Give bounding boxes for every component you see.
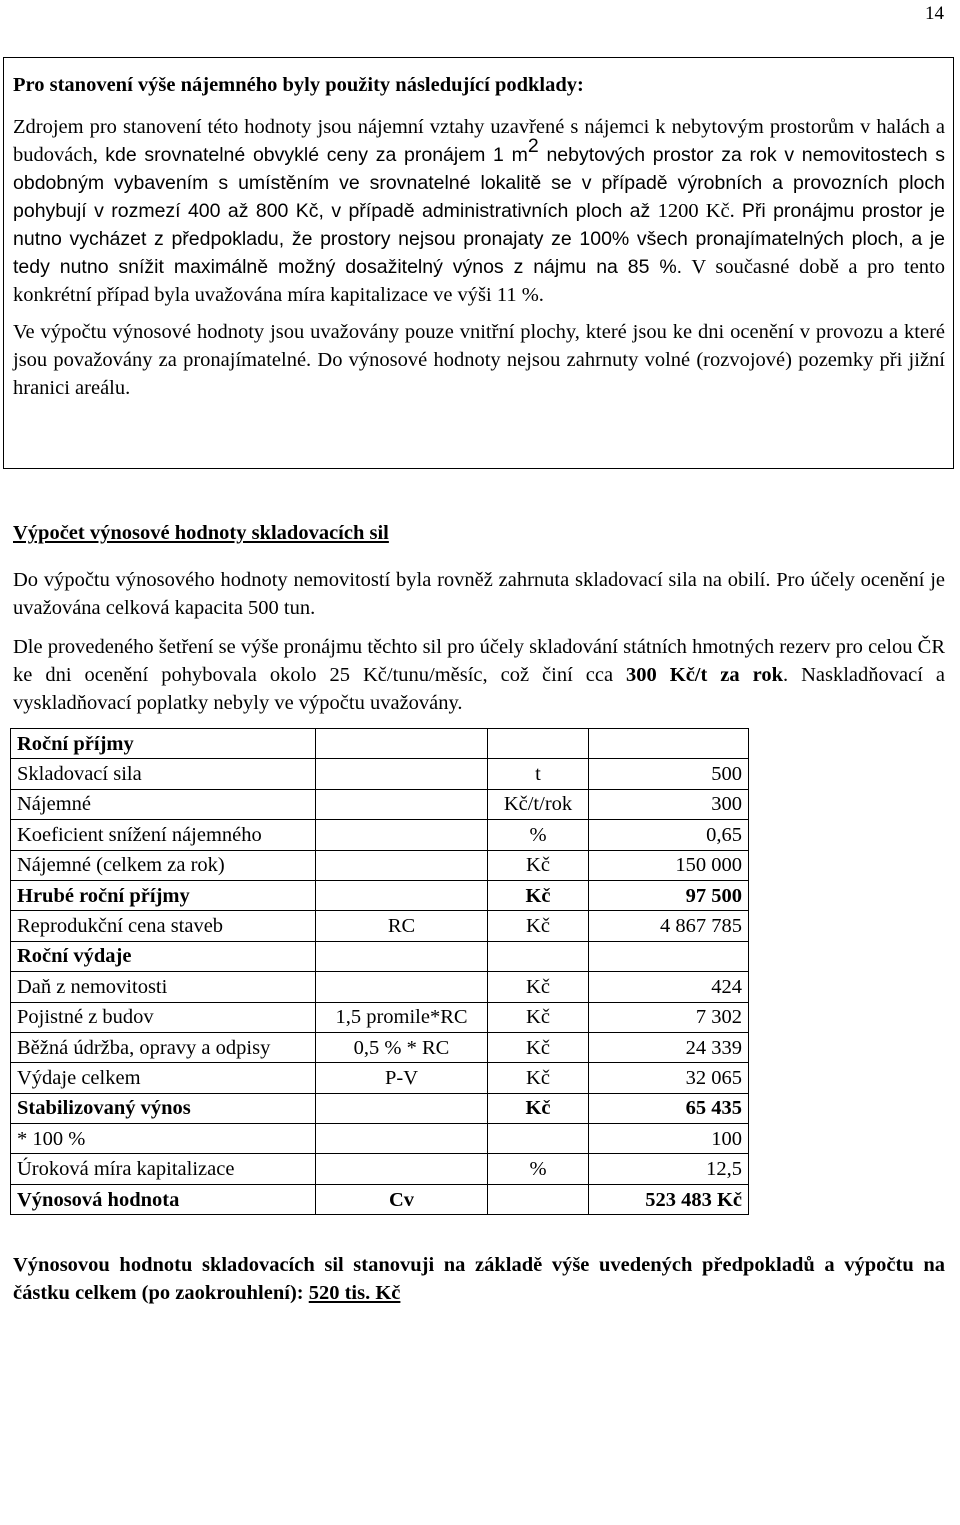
row-unit [488, 1184, 589, 1214]
row-unit [488, 941, 589, 971]
row-unit: Kč [488, 1002, 589, 1032]
conclusion-section [13, 1251, 945, 1307]
row-basis [316, 880, 488, 910]
yield-calculation-table [10, 728, 749, 1215]
assumptions-heading: Pro stanovení výše nájemného byly použity následující podklady: [13, 74, 584, 96]
para1-text-c: nebytových prostor za rok v nemovitostech s obdobným vybavením s umístěním ve srovnatelné lokalitě se v případě výrobních a provozních ploch pohybují v rozmezí 400 až 800 Kč, v případě administrativních ploch až [13, 144, 946, 222]
row-value: 500 [589, 759, 749, 789]
silos-rent-per-ton: 300 Kč/t za rok [626, 664, 783, 686]
row-label: Koeficient snížení nájemného [11, 820, 316, 850]
silos-para2-text-b: . Naskladňovací a vyskladňovací poplatky nebyly ve výpočtu uvažovány. [13, 664, 945, 714]
table-row [11, 1063, 749, 1093]
row-value: 100 [589, 1124, 749, 1154]
row-label: Daň z nemovitosti [11, 972, 316, 1002]
row-label: Nájemné (celkem za rok) [11, 850, 316, 880]
row-value: 97 500 [589, 880, 749, 910]
table-row [11, 911, 749, 941]
row-value: 65 435 [589, 1093, 749, 1123]
row-label: * 100 % [11, 1124, 316, 1154]
row-value: 7 302 [589, 1002, 749, 1032]
table-row [11, 1032, 749, 1062]
row-label: Reprodukční cena staveb [11, 911, 316, 941]
conclusion-statement: Výnosovou hodnotu skladovacích sil stanovuji na základě výše uvedených předpokladů a výpočtu na částku celkem (po zaokrouhlení): [13, 1254, 945, 1304]
table-row [11, 941, 749, 971]
row-value: 300 [589, 789, 749, 819]
row-label: Stabilizovaný výnos [11, 1093, 316, 1123]
para1-text-b: kde srovnatelné obvyklé ceny za pronájem 1 m [105, 144, 528, 166]
row-label: Hrubé roční příjmy [11, 880, 316, 910]
table-row [11, 729, 749, 759]
para1-text-e: Při pronájmu prostor je nutno vycházet z předpokladu, že prostory nejsou pronajaty ze 100% všech pronajímatelných ploch, a je tedy nutno snížit maximálně možný dosažitelný výnos z nájmu na 85 %. [13, 200, 946, 278]
table-row [11, 1184, 749, 1214]
row-unit [488, 729, 589, 759]
row-value: 150 000 [589, 850, 749, 880]
table-row [11, 1124, 749, 1154]
page-number: 14 [925, 3, 944, 24]
row-basis: P-V [316, 1063, 488, 1093]
row-value: 4 867 785 [589, 911, 749, 941]
silos-paragraph-1: Do výpočtu výnosového hodnoty nemovitostí byla rovněž zahrnuta skladovací sila na obilí. Pro účely ocenění je uvažována celková kapacita 500 tun. [13, 569, 945, 619]
table-row [11, 972, 749, 1002]
row-basis: 0,5 % * RC [316, 1032, 488, 1062]
row-unit: Kč/t/rok [488, 789, 589, 819]
assumptions-paragraph-2: Ve výpočtu výnosové hodnoty jsou uvažovány pouze vnitřní plochy, které jsou ke dni ocenění v provozu a které jsou považovány za pronajímatelné. Do výnosové hodnoty nejsou zahrnuty volné (rozvojové) pozemky při jižní hranici areálu. [13, 321, 945, 399]
row-label: Běžná údržba, opravy a odpisy [11, 1032, 316, 1062]
row-basis: Cv [316, 1184, 488, 1214]
row-basis [316, 1154, 488, 1184]
row-label: Roční výdaje [11, 941, 316, 971]
row-unit: % [488, 1154, 589, 1184]
row-value: 424 [589, 972, 749, 1002]
conclusion-text [13, 1251, 945, 1307]
row-label: Nájemné [11, 789, 316, 819]
silos-heading: Výpočet výnosové hodnoty skladovacích sil [13, 522, 389, 544]
row-unit: Kč [488, 880, 589, 910]
row-label: Skladovací sila [11, 759, 316, 789]
assumptions-section [13, 71, 945, 402]
silos-paragraph-2 [13, 633, 945, 717]
row-unit: Kč [488, 1093, 589, 1123]
assumptions-paragraph-1 [13, 113, 945, 309]
row-label: Roční příjmy [11, 729, 316, 759]
row-unit: Kč [488, 1063, 589, 1093]
para1-text-f: V současné době a pro tento konkrétní případ byla uvažována míra kapitalizace ve výši 11 %. [13, 256, 945, 306]
table-row [11, 820, 749, 850]
table-row [11, 850, 749, 880]
row-value: 0,65 [589, 820, 749, 850]
row-unit: Kč [488, 1032, 589, 1062]
row-unit [488, 1124, 589, 1154]
row-unit: t [488, 759, 589, 789]
para1-text-a: Zdrojem pro stanovení této hodnoty jsou nájemní vztahy uzavřené s nájemci k nebytovým prostorům v halách a budovách, [13, 116, 945, 166]
row-basis [316, 1124, 488, 1154]
table-row [11, 789, 749, 819]
row-label: Výdaje celkem [11, 1063, 316, 1093]
table-row [11, 1002, 749, 1032]
row-value: 523 483 Kč [589, 1184, 749, 1214]
para1-text-d: 1200 Kč. [657, 200, 742, 222]
row-basis: 1,5 promile*RC [316, 1002, 488, 1032]
row-label: Úroková míra kapitalizace [11, 1154, 316, 1184]
row-unit: Kč [488, 972, 589, 1002]
row-basis: RC [316, 911, 488, 941]
row-label: Pojistné z budov [11, 1002, 316, 1032]
row-basis [316, 789, 488, 819]
para1-superscript: 2 [527, 135, 539, 157]
row-basis [316, 1093, 488, 1123]
row-value: 24 339 [589, 1032, 749, 1062]
row-basis [316, 820, 488, 850]
silos-section [13, 519, 945, 717]
row-value: 32 065 [589, 1063, 749, 1093]
row-value [589, 941, 749, 971]
row-basis [316, 729, 488, 759]
row-basis [316, 972, 488, 1002]
row-value [589, 729, 749, 759]
silos-para2-text-a: Dle provedeného šetření se výše pronájmu těchto sil pro účely skladování státních hmotných rezerv pro celou ČR ke dni ocenění pohybovala okolo 25 Kč/tunu/měsíc, což činí cca [13, 636, 945, 686]
row-label: Výnosová hodnota [11, 1184, 316, 1214]
row-value: 12,5 [589, 1154, 749, 1184]
row-basis [316, 941, 488, 971]
row-basis [316, 850, 488, 880]
row-unit: Kč [488, 911, 589, 941]
table-row [11, 880, 749, 910]
conclusion-amount: 520 tis. Kč [308, 1282, 401, 1304]
row-basis [316, 759, 488, 789]
row-unit: Kč [488, 850, 589, 880]
table-row [11, 1093, 749, 1123]
table-row [11, 1154, 749, 1184]
row-unit: % [488, 820, 589, 850]
table-row [11, 759, 749, 789]
